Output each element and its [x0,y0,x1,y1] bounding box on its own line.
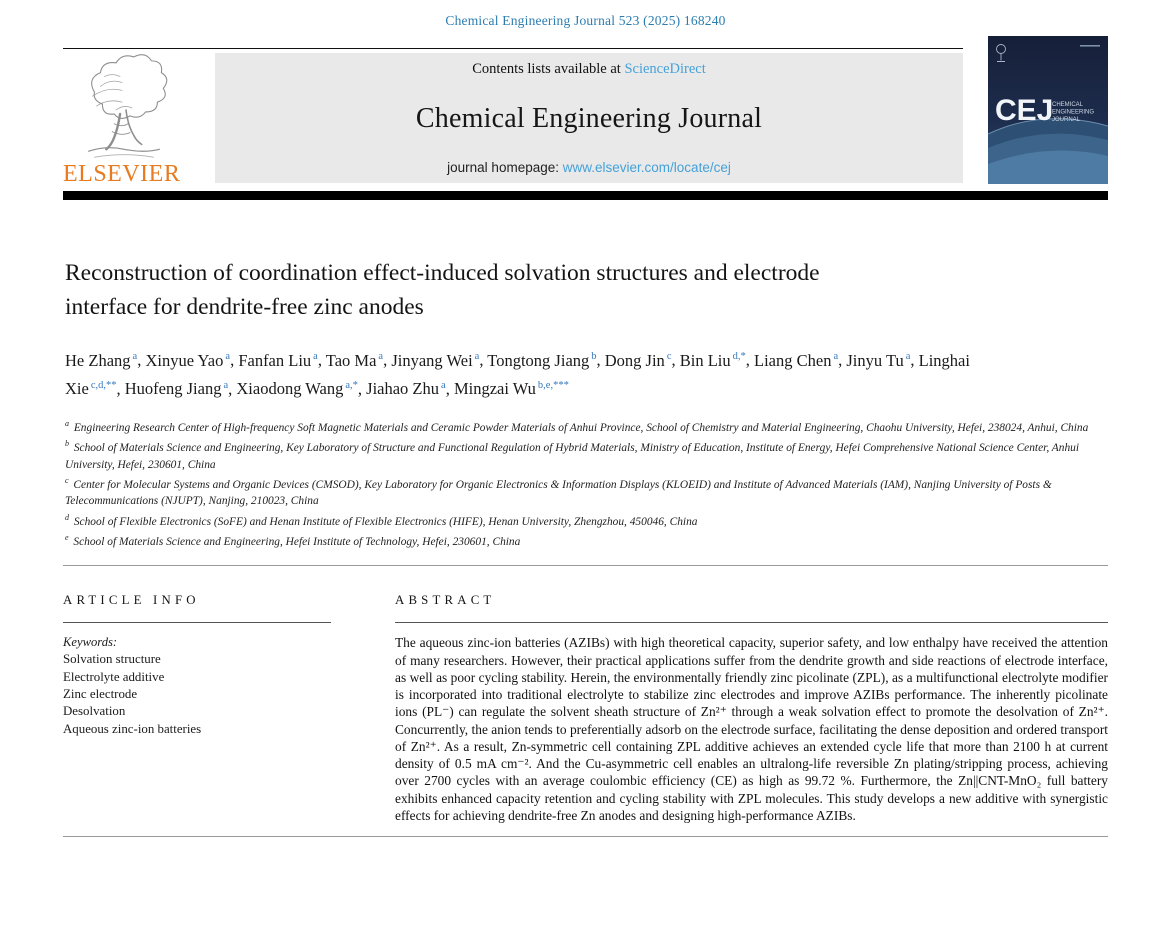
affiliation-superscript: a [65,419,69,428]
author-name: Xinyue Yao $^a$ [145,350,231,370]
author-affiliation-superscript: a [313,351,318,362]
keywords-list [63,651,331,737]
author-affiliation-superscript: b [591,351,597,362]
author-affiliation-superscript: a [474,351,480,362]
cover-title-line1: CHEMICAL [1052,102,1084,108]
author-name: Jinyang Wei $^a$ [391,350,480,370]
author-affiliation-superscript: a [223,379,229,391]
author-name: Tongtong Jiang $^b$ [487,350,597,370]
article-info-column [63,593,331,824]
keyword-item: Electrolyte additive [63,669,165,684]
page-bottom-rule [63,836,1108,837]
journal-header [63,48,1108,187]
affiliation-superscript: d [65,512,69,522]
affiliation-entry: $^a$ Engineering Research Center of High-frequency Soft Magnetic Materials and Ceramic Powder Materials of Anhui Province, School of Chemistry and Material Engineering, Chaohu University, Hefei, 238024, Anhui, China [65,419,1089,434]
article-title: Reconstruction of coordination effect-induced solvation structures and electrode interface for dendrite-free zinc anodes [65,260,820,320]
affiliation-entry: $^c$ Center for Molecular Systems and Organic Devices (CMSOD), Key Laboratory for Organic Electronics & Information Displays (KLOEID) and Institute of Advanced Materials (IAM), Nanjing University of Posts & Telecommunications (NJUPT), Nanjing, 210023, China [65,476,1052,508]
author-affiliation-superscript: a,* [345,379,358,391]
author-name: Huofeng Jiang $^a$ [124,379,229,398]
author-list: He Zhang $^a$, Xinyue Yao $^a$, Fanfan Liu $^a$, Tao Ma $^a$, Jinyang Wei $^a$, Tongtong Jiang $^b$, Dong Jin $^c$, Bin Liu $^{d,*}$, Liang Chen $^a$, Jinyu Tu $^a$, Linghai Xie $^{c,d,**}$, Huofeng Jiang $^a$, Xiaodong Wang $^{a,*}$, Jiahao Zhu $^a$, Mingzai Wu $^{b,e,***}$ [65,350,970,398]
journal-cover-art [988,36,1108,184]
affiliation-entry: $^e$ School of Materials Science and Engineering, Hefei Institute of Technology, Hefei, 230601, China [65,533,521,548]
cover-title-line3: JOURNAL [1052,117,1081,123]
elsevier-tree-icon [65,53,183,165]
author-name: Mingzai Wu $^{b,e,***}$ [453,379,569,398]
journal-title: Chemical Engineering Journal [415,103,763,134]
affiliation-superscript: b [65,439,69,449]
author-affiliation-superscript: a [905,351,911,362]
elsevier-wordmark: ELSEVIER [63,161,181,187]
journal-cover-thumbnail [988,36,1108,184]
affiliation-list [65,416,1108,550]
author-name: Jiahao Zhu $^a$ [366,379,446,398]
info-abstract-columns [63,566,1108,824]
elsevier-logo [63,49,215,187]
affiliation-entry: $^b$ School of Materials Science and Engineering, Key Laboratory of Structure and Functional Regulation of Hybrid Materials, Ministry of Education, Institute of Energy, Hefei Comprehensive National Science Center, Anhui University, Hefei, 230601, China [65,439,1080,471]
author-affiliation-superscript: a [833,351,839,362]
author-affiliation-superscript: d,* [732,351,746,362]
keyword-item: Aqueous zinc-ion batteries [63,721,202,736]
author-affiliation-superscript: a [441,379,446,391]
journal-citation-link[interactable]: Chemical Engineering Journal 523 (2025) 168240 [445,13,726,28]
abstract-heading: ABSTRACT [395,593,496,608]
contents-line [225,61,953,78]
author-name: Liang Chen $^a$ [754,350,839,370]
keywords-label: Keywords: [63,635,118,650]
cover-acronym: CEJ [995,94,1054,127]
author-name: Tao Ma $^a$ [325,350,384,370]
cover-title-line2: ENGINEERING [1052,109,1095,116]
affiliation-superscript: e [65,533,69,543]
author-name: Linghai Xie $^{c,d,**}$ [65,350,970,398]
keyword-item: Solvation structure [63,652,161,667]
homepage-prefix: journal homepage: [447,160,559,175]
affiliation-entry: $^d$ School of Flexible Electronics (SoFE) and Henan Institute of Flexible Electronics (HIFE), Henan University, Zhengzhou, 450046, China [65,512,698,528]
abstract-text: The aqueous zinc-ion batteries (AZIBs) with high theoretical capacity, superior safety, and low enthalpy have received the attention of many researchers. However, their practical applications suffer from the dendrite growth and side reactions of electrode interface, as well as poor cycling stability. Herein, the environmentally friendly zinc picolinate (ZPL), as a multifunctional electrolyte modifier is incorporated into traditional electrolyte to stabilize zinc electrodes and improve AZIBs performance. The inherently picolinate ions (PL⁻) can regulate the solvent sheath structure of Zn²⁺ through a weak solvation effect to promote the desolvation of Zn²⁺. Concurrently, the anion tends to preferentially adsorb on the electrode surface, facilitating the dense deposition and ordered transport of Zn²⁺. As a result, Zn-symmetric cell containing ZPL additive achieves an extended cycle life that more than 2100 h at current density of 0.5 mA cm⁻². And the Cu-asymmetric cell enables an ultralong-life reversible Zn plating/stripping process, achieving over 2700 cycles with an average coulombic efficiency (CE) as high as 99.72 %. Furthermore, the Zn||CNT-MnO₂ full battery exhibits enhanced capacity retention and cycling stability with ZPL molecules. This study develops a new additive with synergistic effects for achieving dendrite-free Zn anodes and designing high-performance AZIBs. [395,635,1108,823]
author-name: Dong Jin $^c$ [604,350,672,370]
author-name: Xiaodong Wang $^{a,*}$ [236,379,358,398]
homepage-url-link[interactable]: www.elsevier.com/locate/cej [562,160,731,175]
keyword-item: Zinc electrode [63,687,138,702]
author-affiliation-superscript: c [666,351,672,362]
article-info-rule [63,622,331,623]
contents-prefix: Contents lists available at [472,61,621,77]
author-name: Jinyu Tu $^a$ [846,350,911,370]
homepage-line [225,160,953,175]
header-divider-bar [63,191,1108,200]
journal-masthead-row [63,48,963,187]
article-info-heading: ARTICLE INFO [63,593,200,608]
author-affiliation-superscript: a [225,351,231,362]
affiliation-superscript: c [65,476,69,486]
abstract-rule [395,622,1108,623]
author-affiliation-superscript: c,d,** [90,379,117,391]
author-name: Bin Liu $^{d,*}$ [679,350,746,370]
abstract-column [395,593,1108,824]
author-name: Fanfan Liu $^a$ [238,350,318,370]
author-name: He Zhang $^a$ [65,350,138,370]
author-affiliation-superscript: a [132,351,138,362]
author-affiliation-superscript: b,e,*** [537,379,569,391]
journal-masthead [215,53,963,183]
sciencedirect-link[interactable]: ScienceDirect [624,61,706,77]
keyword-item: Desolvation [63,704,126,719]
author-affiliation-superscript: a [378,351,384,362]
